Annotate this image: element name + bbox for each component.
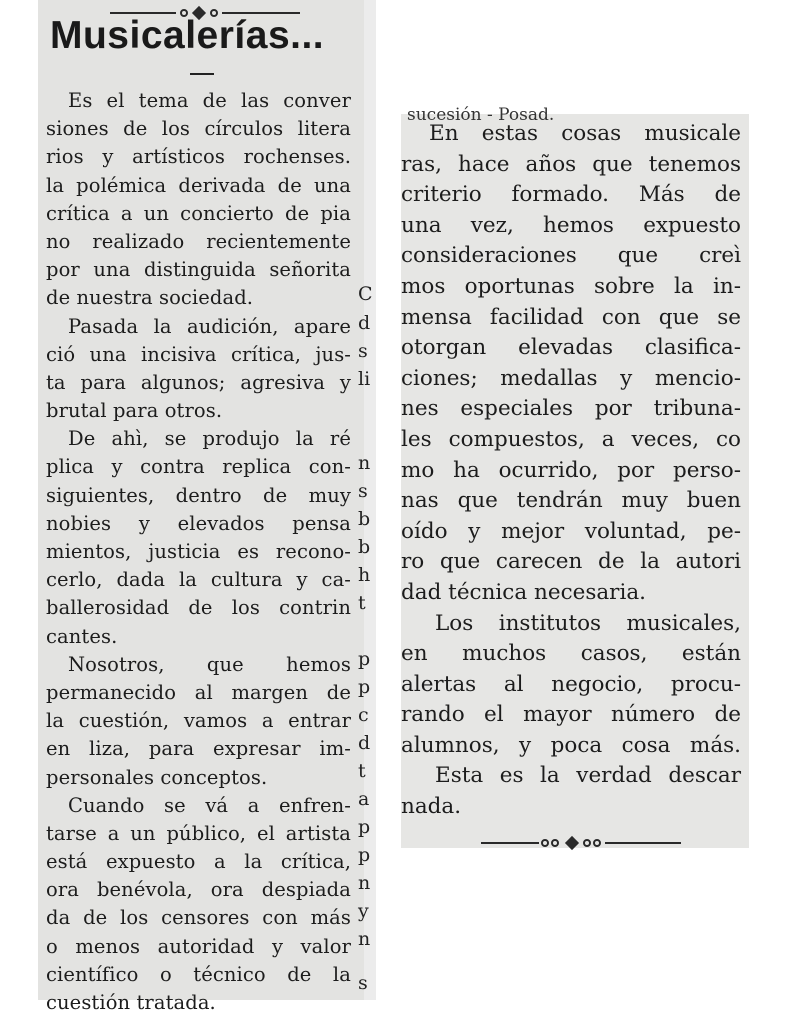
text-line: ta para algunos; agresiva y [46,370,351,394]
text-line: siones de los círculos litera [46,117,351,141]
text-line: nada. [401,794,462,820]
fragment-letter: n [358,872,371,894]
text-line: nas que tendrán muy buen [401,488,741,514]
text-line: oído y mejor voluntad, pe- [401,518,741,544]
text-line: la cuestión, vamos a entrar [46,709,351,733]
text-line: Esta es la verdad descar [435,763,741,789]
fragment-letter: n [358,452,371,474]
title-dash [190,73,214,75]
text-line: rando el mayor número de [401,702,741,728]
text-line: cantes. [46,624,118,648]
fragment-letter: p [358,648,371,670]
fragment-letter: b [358,536,371,558]
text-line: la polémica derivada de una [46,173,351,197]
text-line: Pasada la audición, apare [68,314,351,338]
text-line: alertas al negocio, procu- [401,671,741,697]
text-line: Es el tema de las conver [68,89,351,112]
fragment-letter: p [358,844,371,866]
text-line: da de los censores con más [46,906,351,930]
fragment-letter: C [358,283,373,305]
text-line: Los institutos musicales, [435,610,741,636]
fragment-letter: h [358,564,371,586]
text-line: Nosotros, que hemos [68,652,351,676]
text-line: ció una incisiva crítica, jus- [46,342,351,366]
text-line: ro que carecen de la autori [401,549,741,575]
left-article-body [46,87,351,1017]
fragment-letter: t [358,592,366,614]
text-line: ciones; medallas y mencio- [401,365,741,391]
fragment-letter: d [358,732,371,754]
text-line: cerlo, dada la cultura y ca- [46,568,351,592]
text-line: mientos, justicia es recono- [46,540,351,563]
text-line: crítica a un concierto de pia [46,201,351,225]
text-line: nes especiales por tribuna- [401,396,741,422]
text-line: rios y artísticos rochenses. [46,145,351,169]
text-line: brutal para otros. [46,399,223,423]
text-line: tarse a un público, el artista [46,821,351,845]
text-line: criterio formado. Más de [401,182,741,208]
right-clipping [401,105,749,848]
text-line: De ahì, se produjo la ré [68,427,351,451]
text-line: dad técnica necesaria. [401,579,646,605]
text-line: mensa facilidad con que se [401,304,741,330]
text-line: una vez, hemos expuesto [401,212,741,238]
text-line: o menos autoridad y valor [46,934,351,958]
fragment-letter: p [358,676,371,698]
article-title: Musicalerías... [50,14,325,57]
text-line: en liza, para expresar im- [46,737,351,761]
fragment-letter: a [358,788,370,810]
text-line: En estas cosas musicale [429,121,741,146]
right-article-body [401,119,741,823]
text-line: por una distinguida señorita [46,258,351,282]
fragment-letter: s [358,972,368,994]
fragment-letter: n [358,928,371,950]
text-line: permanecido al margen de [46,680,351,704]
text-line: siguientes, dentro de muy [46,483,351,507]
text-line: ora benévola, ora despiada [46,878,351,902]
text-line: cuestión tratada. [46,991,216,1014]
text-line: alumnos, y poca cosa más. [401,732,741,758]
fragment-letter: p [358,816,371,838]
text-line: personales conceptos. [46,765,268,789]
fragment-letter: d [358,312,371,334]
text-line: mo ha ocurrido, por perso- [401,457,741,483]
text-line: Cuando se vá a enfren- [68,793,351,817]
fragment-letter: s [358,340,368,362]
text-line: está expuesto a la crítica, [46,850,351,874]
text-line: ballerosidad de los contrin [46,596,351,620]
fragment-letter: b [358,508,371,530]
cut-top-text: sucesión - Posad. [407,105,555,125]
text-line: plica y contra replica con- [46,455,351,479]
text-line: nobies y elevados pensa [46,511,351,535]
fragment-letter: t [358,760,366,782]
fragment-letter: s [358,480,368,502]
fragment-letter: c [358,704,369,726]
bottom-ornament [481,836,681,850]
left-clipping [38,0,376,1014]
text-line: no realizado recientemente [46,229,351,253]
text-line: de nuestra sociedad. [46,286,254,310]
text-line: ras, hace años que tenemos [401,151,741,177]
text-line: les compuestos, a veces, co [401,426,741,452]
fragment-letter: y [358,900,369,922]
text-line: científico o técnico de la [46,962,351,986]
fragment-letter: li [358,368,371,390]
text-line: en muchos casos, están [401,641,741,667]
text-line: otorgan elevadas clasifica- [401,335,741,361]
text-line: mos oportunas sobre la in- [401,273,741,299]
text-line: consideraciones que creì [401,243,741,269]
